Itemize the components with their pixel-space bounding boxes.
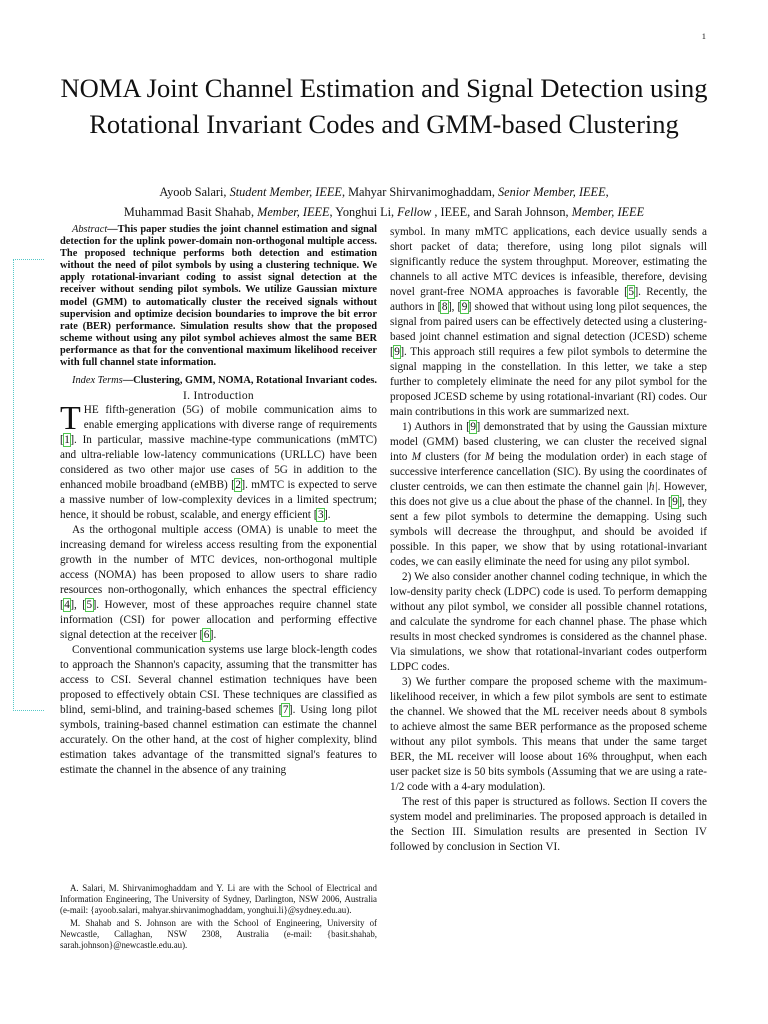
index-terms-text: —Clustering, GMM, NOMA, Rotational Invariant codes. — [122, 375, 377, 387]
citation-link[interactable]: 3 — [317, 509, 324, 522]
author-line-2 — [40, 202, 728, 222]
citation-link[interactable]: 9 — [394, 346, 400, 358]
author-name: , IEEE, and Sarah Johnson, — [431, 205, 572, 219]
citation-link[interactable]: 9 — [470, 421, 476, 433]
section-heading-introduction: I. Introduction — [183, 390, 254, 403]
right-column — [390, 225, 707, 855]
citation-link[interactable]: 9 — [461, 301, 468, 313]
citation-link[interactable]: 8 — [441, 301, 448, 313]
left-column — [60, 224, 377, 778]
citation-link[interactable]: 2 — [235, 479, 241, 492]
math-symbol: M — [484, 451, 495, 463]
author-role: Senior Member, IEEE — [498, 185, 606, 199]
drop-cap: T — [60, 400, 81, 438]
index-terms-label: Index Terms — [72, 375, 123, 387]
index-terms — [60, 375, 377, 387]
citation-link[interactable]: 7 — [282, 704, 289, 717]
author-role: Student Member, IEEE — [229, 185, 342, 199]
author-name: , Yonghui Li, — [329, 205, 398, 219]
abstract — [60, 224, 377, 369]
footnote-affiliation-2: M. Shahab and S. Johnson are with the School of Engineering, University of Newcastle, Callaghan, NSW 2308, Australia (e-mail: {basit.shahab, sarah.johnson}@newcastle.edu.au). — [60, 918, 377, 950]
citation-link[interactable]: 1 — [64, 434, 70, 447]
contribution-item-2: 2) We also consider another channel coding technique, in which the low-density parity check (LDPC) code is used. To perform demapping without any pilot symbol, we consider all possible channel rotations, and calculate the syndrome for each channel phase. The phase which results in most checked syndromes is considered as the channel phase. Via simulations, we show that rotational-invariant codes outperform LDPC codes. — [390, 571, 707, 673]
footnotes — [60, 883, 377, 953]
contribution-item-3: 3) We further compare the proposed scheme with the maximum-likelihood receiver, in which a few pilot symbols are sent to estimate the channel. We showed that the ML receiver needs about 8 symbols to achieve almost the same BER performance as the proposed scheme without any pilot symbols. This means that under the same target BER, the ML receiver will loose about 16% throughput, when each user packet size is 50 bits symbols (Assuming that we are using a rate-1/2 code with a 4-ary modulation). — [390, 676, 707, 793]
footnote-affiliation-1: A. Salari, M. Shirvanimoghaddam and Y. Li are with the School of Electrical and Information Engineering, The University of Sydney, Darlington, NSW 2006, Australia (e-mail: {ayoob.salari, mahyar.shirvanimoghaddam, yonghui.li}@sydney.edu.au). — [60, 883, 377, 915]
right-paragraph-1: symbol. In many mMTC applications, each device usually sends a short packet of data; therefore, using long pilot signals will significantly reduce the system throughput. Moreover, estimating the channels to all active MTC devices is infeasible, therefore, devising novel grant-free NOMA approaches is favorable [5]. Recently, the authors in [8], [9] showed that without using long pilot sequences, the signal from paired users can be effectively detected using a clustering-based joint channel estimation and signal detection (JCESD) scheme [9]. This approach still requires a few pilot symbols to determine the signal mapping in the constellation. In this letter, we take a step further to completely eliminate the need for any pilot symbol for the proposed JCESD scheme by using rotational-invariant (RI) codes. Our main contributions in this work are summarized next. — [390, 226, 708, 418]
math-symbol: M — [411, 451, 422, 463]
contribution-item-1: 1) Authors in [9] demonstrated that by using the Gaussian mixture model (GMM) based clustering, we can cluster the received signal into M clusters (for M being the modulation order) in each stage of successive interference cancellation (SIC). By using the coordinates of cluster centroids, we can then estimate the channel gain |h|. However, this does not give us a clue about the phase of the channel. In [9], they sent a few pilot symbols to determine the demapping. Using such symbols will decrease the throughput, and should be avoided if possible. In this paper, we show that by using rotational-invariant codes, we can easily eliminate the need for using any pilot symbol. — [390, 421, 708, 568]
intro-paragraph-2: As the orthogonal multiple access (OMA) is unable to meet the increasing demand for wireless access resulting from the exponential growth in the number of MTC devices, non-orthogonal multiple access (NOMA) has been proposed to allow users to share radio resources non-orthogonally, which enhances the spectral efficiency [4], [5]. However, most of these approaches require channel state information (CSI) for power allocation and performing effective signal detection at the receiver [6]. — [60, 524, 377, 642]
abstract-text: —This paper studies the joint channel estimation and signal detection for the uplink power-domain non-orthogonal multiple access. The proposed technique performs both detection and estimation without the need of pilot symbols by using a clustering technique. We apply rotational-invariant coding to assist signal detection at the receiver without sending pilot symbols. We utilize Gaussian mixture model (GMM) to automatically cluster the received signals without supervision and optimize decision boundaries to improve the bit error rate (BER) performance. Simulation results show that the proposed scheme without using any pilot symbol achieves almost the same BER performance as that for the conventional maximum likelihood receiver with full channel state information. — [60, 224, 377, 369]
intro-paragraph-3: Conventional communication systems use large block-length codes to approach the Shannon's capacity, assuming that the transmitter has access to CSI. Several channel estimation techniques have been proposed to effectively obtain CSI. These techniques are classified as blind, semi-blind, and training-based schemes [7]. Using long pilot symbols, training-based channel estimation can estimate the channel accurately. On the other hand, at the cost of higher complexity, blind estimation takes advantage of the transmitted signal's features to estimate the channel in the absence of any training — [60, 644, 378, 777]
intro-paragraph-1: THE fifth-generation (5G) of mobile communication aims to enable emerging applications with diverse range of requirements [1]. In particular, massive machine-type communications (mMTC) and ultra-reliable low-latency communications (URLLC) have been considered as two other major use cases of 5G in addition to the enhanced mobile broadband (eMBB) [2]. mMTC is expected to serve a massive number of low-complexity devices in a limited spectrum; hence, it should be robust, scalable, and energy efficient [3]. — [60, 400, 377, 522]
page-number: 1 — [701, 31, 706, 41]
abstract-label: Abstract — [72, 224, 108, 235]
author-line-1 — [40, 182, 728, 202]
citation-link[interactable]: 5 — [628, 286, 634, 298]
margin-annotation-box — [13, 259, 44, 711]
author-name: , Mahyar Shirvanimoghaddam, — [341, 185, 499, 199]
author-name: , — [605, 185, 609, 199]
author-name: Muhammad Basit Shahab, — [123, 205, 258, 219]
citation-link[interactable]: 4 — [64, 599, 70, 612]
citation-link[interactable]: 6 — [203, 629, 210, 642]
paper-outline-paragraph: The rest of this paper is structured as follows. Section II covers the system model and preliminaries. The proposed approach is detailed in the Section III. Simulation results are presented in Section IV followed by conclusion in Section VI. — [390, 796, 707, 853]
citation-link[interactable]: 9 — [672, 496, 678, 508]
paper-title: NOMA Joint Channel Estimation and Signal Detection using Rotational Invariant Codes and GMM-based Clustering — [60, 73, 708, 139]
citation-link[interactable]: 5 — [86, 599, 93, 612]
author-list — [40, 182, 728, 222]
author-role: Member, IEEE — [257, 205, 330, 219]
author-role: Member, IEEE — [571, 205, 645, 219]
author-role: Fellow — [397, 205, 432, 219]
author-name: Ayoob Salari, — [159, 185, 230, 199]
math-symbol: |h| — [645, 481, 658, 493]
